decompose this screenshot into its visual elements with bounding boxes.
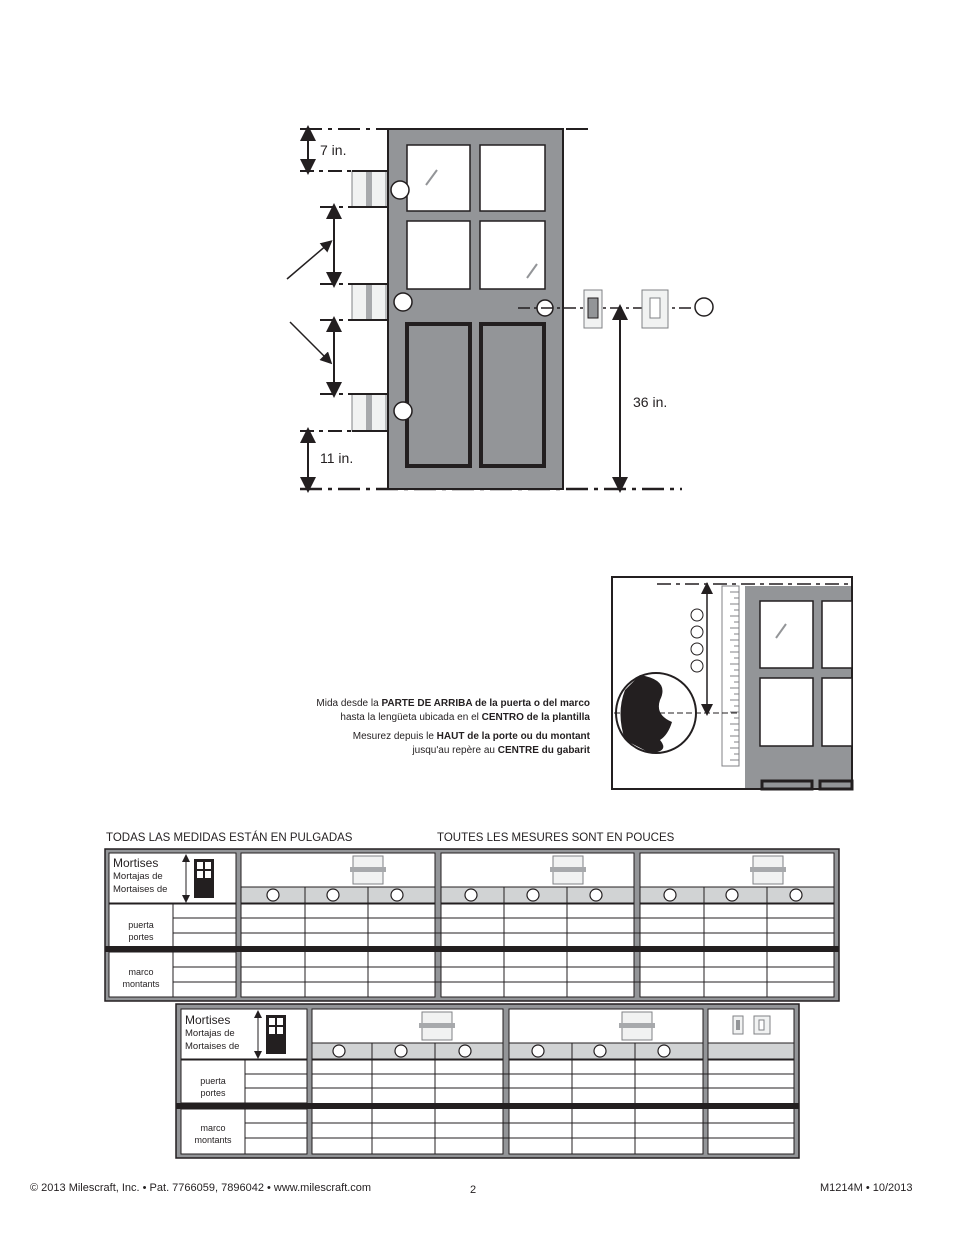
hinge-marker-1 <box>391 181 409 199</box>
hinge-marker-3 <box>394 402 412 420</box>
table1-frame-label: marco montants <box>122 967 160 989</box>
dimension-label-top: 7 in. <box>320 142 347 158</box>
table2-door-label: puerta portes <box>200 1076 226 1098</box>
table1-door-label: puerta portes <box>128 920 154 942</box>
hinge-top <box>352 171 388 207</box>
hinge-bottom <box>352 394 388 431</box>
dimension-label-bottom: 11 in. <box>320 450 354 466</box>
instruction-fr: Mesurez depuis le HAUT de la porte ou du montant jusqu'au repère au CENTRE du gabarit <box>352 731 590 756</box>
footer-copyright: © 2013 Milescraft, Inc. • Pat. 7766059, 7896042 • www.milescraft.com <box>30 1182 372 1194</box>
strike-plate <box>642 290 668 328</box>
instruction-es: Mida desde la PARTE DE ARRIBA de la puerta o del marco hasta la lengüeta ubicada en el CENTRO de la plantilla <box>316 698 590 723</box>
latch-plate <box>584 290 602 328</box>
hinge-middle <box>352 284 388 320</box>
template-inset <box>612 577 852 789</box>
table-header-fr: TOUTES LES MESURES SONT EN POUCES <box>437 832 675 844</box>
mortise-table-2 <box>176 1004 799 1158</box>
dimension-label-latch: 36 in. <box>633 394 668 410</box>
strike-marker <box>695 298 713 316</box>
table-header-es: TODAS LAS MEDIDAS ESTÁN EN PULGADAS <box>106 832 353 844</box>
table1-title: Mortises Mortajas de Mortaises de <box>113 856 168 895</box>
table2-frame-label: marco montants <box>194 1123 232 1145</box>
mortise-table-1 <box>105 849 839 1001</box>
hinge-marker-2 <box>394 293 412 311</box>
footer-doc-code: M1214M • 10/2013 <box>820 1182 913 1194</box>
footer-page-number: 2 <box>470 1184 477 1196</box>
table2-title: Mortises Mortajas de Mortaises de <box>185 1013 240 1052</box>
